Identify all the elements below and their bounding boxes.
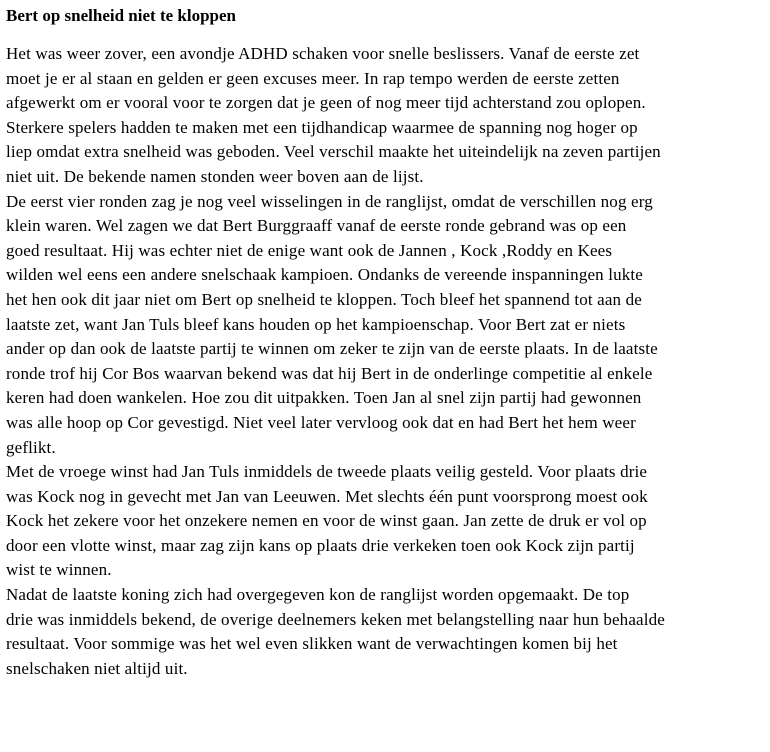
text-line: het hen ook dit jaar niet om Bert op snelheid te kloppen. Toch bleef het spannend tot aan de <box>6 289 642 309</box>
text-line: wilden wel eens een andere snelschaak kampioen. Ondanks de vereende inspanningen lukte <box>6 265 643 285</box>
text-line: goed resultaat. Hij was echter niet de enige want ook de Jannen , Kock ,Roddy en Kees <box>6 240 613 260</box>
article-body <box>6 42 764 681</box>
text-line: moet je er al staan en gelden er geen excuses meer. In rap tempo werden de eerste zetten <box>6 68 620 88</box>
text-line: wist te winnen. <box>6 560 112 580</box>
paragraph <box>6 42 764 190</box>
paragraph <box>6 190 764 461</box>
paragraph <box>6 460 764 583</box>
text-line: Het was weer zover, een avondje ADHD schaken voor snelle beslissers. Vanaf de eerste zet <box>6 44 640 63</box>
text-line: ronde trof hij Cor Bos waarvan bekend was dat hij Bert in de onderlinge competitie al enkele <box>6 363 653 383</box>
article-title: Bert op snelheid niet te kloppen <box>6 6 236 25</box>
text-line: Sterkere spelers hadden te maken met een tijdhandicap waarmee de spanning nog hoger op <box>6 117 638 137</box>
text-line: Met de vroege winst had Jan Tuls inmiddels de tweede plaats veilig gesteld. Voor plaats drie <box>6 462 648 482</box>
text-line: geflikt. <box>6 437 56 457</box>
text-line: niet uit. De bekende namen stonden weer boven aan de lijst. <box>6 166 424 186</box>
text-line: snelschaken niet altijd uit. <box>6 658 188 678</box>
text-line: Kock het zekere voor het onzekere nemen en voor de winst gaan. Jan zette de druk er vol op <box>6 511 647 531</box>
text-line: klein waren. Wel zagen we dat Bert Burggraaff vanaf de eerste ronde gebrand was op een <box>6 216 627 236</box>
paragraph <box>6 583 764 681</box>
text-line: ander op dan ook de laatste partij te winnen om zeker te zijn van de eerste plaats. In de laatste <box>6 339 658 359</box>
text-line: Nadat de laatste koning zich had overgegeven kon de ranglijst worden opgemaakt. De top <box>6 585 630 605</box>
text-line: De eerst vier ronden zag je nog veel wisselingen in de ranglijst, omdat de verschillen nog erg <box>6 191 653 211</box>
text-line: liep omdat extra snelheid was geboden. Veel verschil maakte het uiteindelijk na zeven partijen <box>6 142 661 162</box>
text-line: was alle hoop op Cor gevestigd. Niet veel later vervloog ook dat en had Bert het hem weer <box>6 412 636 432</box>
text-line: door een vlotte winst, maar zag zijn kans op plaats drie verkeken toen ook Kock zijn partij <box>6 535 635 555</box>
text-line: drie was inmiddels bekend, de overige deelnemers keken met belangstelling naar hun behaalde <box>6 609 665 629</box>
text-line: laatste zet, want Jan Tuls bleef kans houden op het kampioenschap. Voor Bert zat er niets <box>6 314 626 334</box>
text-line: afgewerkt om er vooral voor te zorgen dat je geen of nog meer tijd achterstand zou oplopen. <box>6 93 646 113</box>
text-line: keren had doen wankelen. Hoe zou dit uitpakken. Toen Jan al snel zijn partij had gewonnen <box>6 388 642 408</box>
text-line: resultaat. Voor sommige was het wel even slikken want de verwachtingen komen bij het <box>6 634 618 654</box>
text-line: was Kock nog in gevecht met Jan van Leeuwen. Met slechts één punt voorsprong moest ook <box>6 486 648 506</box>
